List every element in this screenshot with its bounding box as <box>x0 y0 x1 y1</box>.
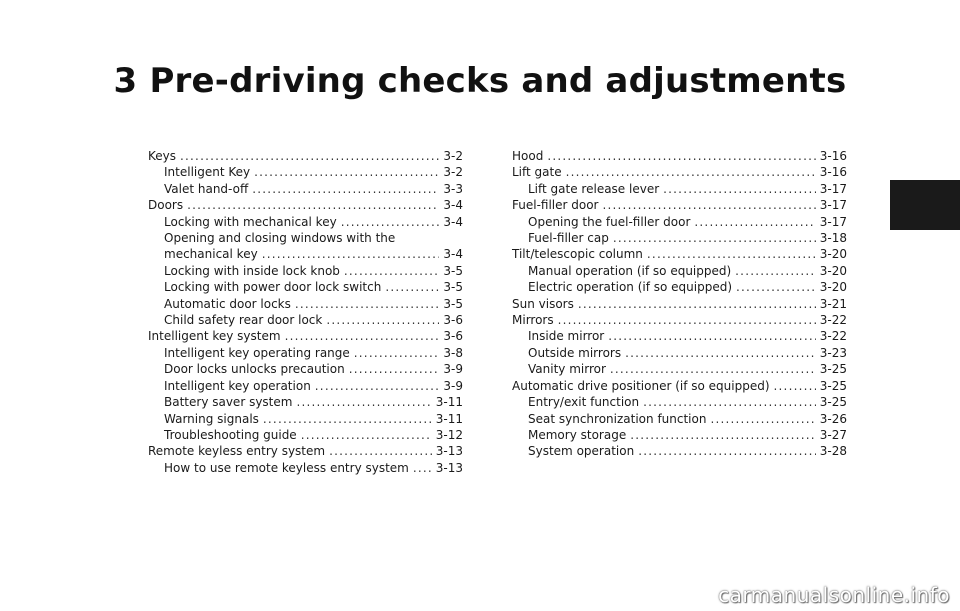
dot-leader <box>295 296 440 312</box>
watermark: carmanualsonline.info <box>718 583 950 607</box>
toc-entry-page-number: 3-5 <box>443 280 463 295</box>
toc-subsection-entry[interactable] <box>148 296 463 312</box>
toc-entry-page-number: 3-20 <box>819 247 847 262</box>
toc-entry-label: Automatic door locks <box>164 296 291 311</box>
chapter-tab <box>890 180 960 230</box>
toc-subsection-entry[interactable] <box>148 378 463 394</box>
toc-entry-page-number: 3-17 <box>819 181 847 196</box>
toc-subsection-entry[interactable] <box>512 279 847 295</box>
dot-leader <box>180 148 439 164</box>
toc-entry-page-number: 3-6 <box>443 313 463 328</box>
toc-subsection-entry[interactable] <box>512 361 847 377</box>
toc-entry-label: Locking with inside lock knob <box>164 263 340 278</box>
toc-entry-page-number: 3-17 <box>819 198 847 213</box>
toc-entry-page-number: 3-22 <box>819 313 847 328</box>
toc-subsection-entry[interactable] <box>148 394 463 410</box>
toc-entry-page-number: 3-25 <box>819 362 847 377</box>
toc-subsection-entry[interactable] <box>512 214 847 230</box>
toc-entry-label: Mirrors <box>512 313 554 328</box>
dot-leader <box>610 361 816 377</box>
toc-entry-label: Lift gate release lever <box>528 181 660 196</box>
toc-entry-page-number: 3-16 <box>819 165 847 180</box>
dot-leader <box>643 394 816 410</box>
toc-entry-label: Fuel-filler door <box>512 198 599 213</box>
toc-entry-page-number: 3-17 <box>819 214 847 229</box>
toc-section-entry[interactable] <box>512 197 847 213</box>
toc-entry-page-number: 3-22 <box>819 329 847 344</box>
dot-leader <box>349 361 440 377</box>
toc-section-entry[interactable] <box>512 296 847 312</box>
toc-entry-page-number: 3-3 <box>443 181 463 196</box>
dot-leader <box>603 197 816 213</box>
toc-subsection-entry[interactable] <box>512 427 847 443</box>
toc-entry-page-number: 3-6 <box>443 329 463 344</box>
dot-leader <box>385 279 439 295</box>
dot-leader <box>344 263 439 279</box>
toc-subsection-entry[interactable] <box>512 263 847 279</box>
toc-entry-page-number: 3-26 <box>819 411 847 426</box>
dot-leader <box>710 411 815 427</box>
toc-entry-page-number: 3-28 <box>819 444 847 459</box>
toc-entry-label: Manual operation (if so equipped) <box>528 263 732 278</box>
chapter-title: 3 Pre-driving checks and adjustments <box>113 60 847 101</box>
dot-leader <box>625 345 816 361</box>
toc-entry-page-number: 3-4 <box>443 214 463 229</box>
dot-leader <box>578 296 816 312</box>
dot-leader <box>774 378 816 394</box>
toc-entry-label: Remote keyless entry system <box>148 444 326 459</box>
toc-entry-page-number: 3-21 <box>819 296 847 311</box>
toc-section-entry[interactable] <box>512 164 847 180</box>
toc-subsection-entry[interactable] <box>148 411 463 427</box>
dot-leader <box>262 246 440 262</box>
toc-subsection-entry[interactable] <box>148 164 463 180</box>
dot-leader <box>663 181 816 197</box>
toc-section-entry[interactable] <box>512 378 847 394</box>
dot-leader <box>547 148 815 164</box>
toc-entry-label: Doors <box>148 198 184 213</box>
toc-entry-page-number: 3-9 <box>443 362 463 377</box>
toc-entry-page-number: 3-11 <box>435 411 463 426</box>
dot-leader <box>694 214 815 230</box>
dot-leader <box>558 312 816 328</box>
toc-entry-label: Intelligent key operating range <box>164 345 350 360</box>
toc-entry-page-number: 3-4 <box>443 198 463 213</box>
toc-entry-page-number: 3-2 <box>443 149 463 163</box>
toc-section-entry[interactable] <box>512 246 847 262</box>
toc-right-column <box>512 148 847 460</box>
toc-entry-page-number: 3-16 <box>819 149 847 163</box>
toc-entry-label: Opening the fuel-filler door <box>528 214 691 229</box>
toc-entry-label-line: Opening and closing windows with the <box>164 231 396 246</box>
toc-entry-label: Lift gate <box>512 165 562 180</box>
toc-subsection-entry[interactable] <box>148 246 463 262</box>
toc-entry-label: Valet hand-off <box>164 181 249 196</box>
toc-entry-label: Electric operation (if so equipped) <box>528 280 733 295</box>
dot-leader <box>329 443 432 459</box>
toc-entry-page-number: 3-4 <box>443 247 463 262</box>
toc-entry-label: Battery saver system <box>164 395 293 410</box>
toc-entry-label: Locking with mechanical key <box>164 214 337 229</box>
toc-entry-page-number: 3-12 <box>435 427 463 442</box>
toc-subsection-entry[interactable] <box>512 411 847 427</box>
toc-entry-label: Sun visors <box>512 296 574 311</box>
toc-entry-page-number: 3-20 <box>819 263 847 278</box>
toc-entry-label: System operation <box>528 444 635 459</box>
toc-entry-page-number: 3-13 <box>435 444 463 459</box>
toc-entry-page-number: 3-9 <box>443 378 463 393</box>
toc-subsection-entry[interactable] <box>148 460 463 476</box>
dot-leader <box>613 230 816 246</box>
toc-subsection-entry[interactable] <box>148 427 463 443</box>
toc-subsection-entry[interactable] <box>148 361 463 377</box>
toc-subsection-entry[interactable] <box>148 345 463 361</box>
dot-leader <box>413 460 432 476</box>
toc-entry-page-number: 3-13 <box>435 460 463 475</box>
dot-leader <box>735 263 816 279</box>
dot-leader <box>354 345 440 361</box>
toc-entry-label: Inside mirror <box>528 329 605 344</box>
toc-entry-page-number: 3-11 <box>435 395 463 410</box>
toc-entry-label: Memory storage <box>528 427 627 442</box>
toc-entry-page-number: 3-5 <box>443 296 463 311</box>
toc-entry-label: Locking with power door lock switch <box>164 280 382 295</box>
dot-leader <box>263 411 432 427</box>
toc-entry-label: mechanical key <box>164 247 258 262</box>
dot-leader <box>647 246 816 262</box>
dot-leader <box>252 181 439 197</box>
dot-leader <box>301 427 432 443</box>
toc-entry-page-number: 3-25 <box>819 378 847 393</box>
toc-entry-label: Door locks unlocks precaution <box>164 362 345 377</box>
dot-leader <box>630 427 816 443</box>
toc-section-entry[interactable] <box>148 328 463 344</box>
toc-left-column <box>148 148 463 476</box>
toc-entry-label: Intelligent Key <box>164 165 251 180</box>
dot-leader <box>296 394 431 410</box>
toc-subsection-entry[interactable] <box>512 328 847 344</box>
dot-leader <box>341 214 440 230</box>
dot-leader <box>187 197 439 213</box>
dot-leader <box>566 164 816 180</box>
toc-subsection-entry[interactable] <box>148 214 463 230</box>
toc-section-entry[interactable] <box>148 148 463 164</box>
toc-section-entry[interactable] <box>512 148 847 164</box>
dot-leader <box>254 164 439 180</box>
dot-leader <box>285 328 440 344</box>
dot-leader <box>638 443 816 459</box>
toc-entry-page-number: 3-23 <box>819 345 847 360</box>
toc-entry-label: Outside mirrors <box>528 345 622 360</box>
toc-entry-page-number: 3-8 <box>443 345 463 360</box>
toc-entry-label: How to use remote keyless entry system <box>164 460 409 475</box>
toc-entry-label: Intelligent key operation <box>164 378 311 393</box>
toc-section-entry[interactable] <box>512 312 847 328</box>
toc-entry-label: Hood <box>512 149 544 163</box>
toc-entry-page-number: 3-27 <box>819 427 847 442</box>
toc-subsection-entry[interactable] <box>148 312 463 328</box>
toc-section-entry[interactable] <box>148 197 463 213</box>
toc-entry-label: Automatic drive positioner (if so equipped) <box>512 378 770 393</box>
toc-subsection-entry[interactable] <box>512 443 847 459</box>
dot-leader <box>326 312 439 328</box>
toc-entry-page-number: 3-25 <box>819 395 847 410</box>
toc-entry-label: Tilt/telescopic column <box>512 247 643 262</box>
toc-entry-label: Entry/exit function <box>528 395 640 410</box>
dot-leader <box>608 328 816 344</box>
toc-subsection-entry[interactable] <box>512 345 847 361</box>
toc-entry-page-number: 3-20 <box>819 280 847 295</box>
dot-leader <box>736 279 816 295</box>
toc-entry-label: Fuel-filler cap <box>528 231 609 246</box>
toc-entry-page-number: 3-2 <box>443 165 463 180</box>
dot-leader <box>315 378 440 394</box>
toc-entry-page-number: 3-18 <box>819 231 847 246</box>
toc-subsection-entry[interactable] <box>148 263 463 279</box>
toc-entry-page-number: 3-5 <box>443 263 463 278</box>
toc-subsection-entry[interactable] <box>512 230 847 246</box>
toc-entry-label: Vanity mirror <box>528 362 606 377</box>
toc-entry-label: Warning signals <box>164 411 259 426</box>
toc-subsection-entry[interactable] <box>512 394 847 410</box>
toc-section-entry[interactable] <box>148 443 463 459</box>
toc-entry-label: Troubleshooting guide <box>164 427 297 442</box>
toc-subsection-entry[interactable] <box>148 181 463 197</box>
toc-entry-label: Intelligent key system <box>148 329 281 344</box>
toc-entry-label: Seat synchronization function <box>528 411 707 426</box>
toc-subsection-entry[interactable] <box>148 279 463 295</box>
toc-subsection-entry[interactable] <box>512 181 847 197</box>
toc-entry-label: Keys <box>148 149 177 163</box>
toc-entry-label: Child safety rear door lock <box>164 313 323 328</box>
